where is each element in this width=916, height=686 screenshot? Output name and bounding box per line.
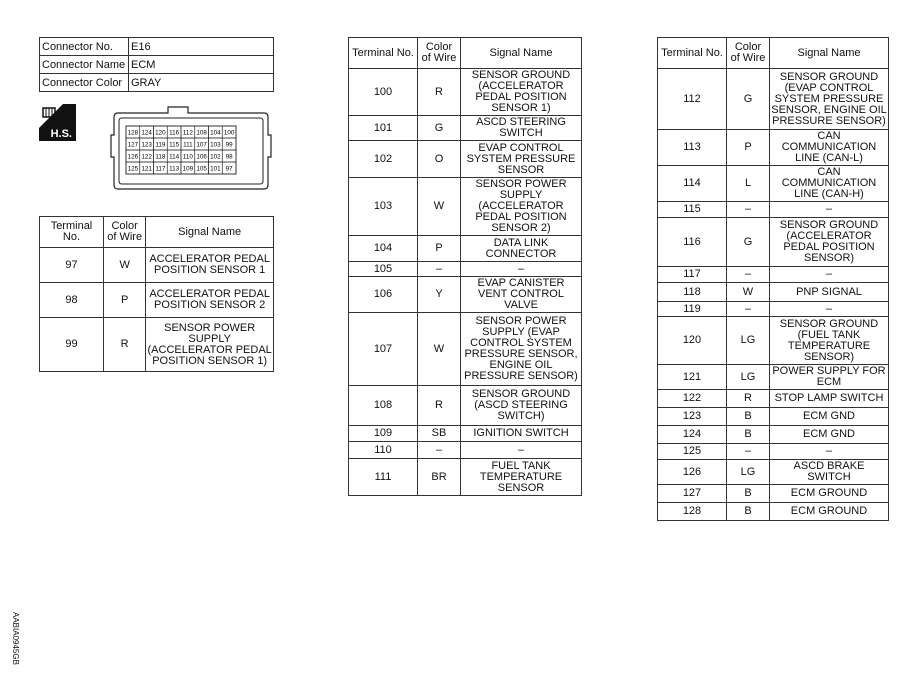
color-cell: – <box>727 444 770 460</box>
color-cell: G <box>727 69 770 130</box>
color-cell: B <box>727 408 770 426</box>
signal-cell: ECM GROUND <box>770 485 889 503</box>
table-row <box>349 141 582 178</box>
signal-cell: POWER SUPPLY FOR ECM <box>770 365 889 390</box>
terminal-cell: 101 <box>349 116 418 141</box>
hs-label: H.S. <box>50 128 72 140</box>
connector-info-table <box>39 37 274 92</box>
table-row <box>658 283 889 302</box>
pin-number: 100 <box>223 129 235 137</box>
pin-number: 114 <box>169 153 180 161</box>
terminal-cell: 116 <box>658 218 727 267</box>
signal-cell: SENSOR GROUND (FUEL TANK TEMPERATURE SENSOR) <box>770 317 889 365</box>
signal-cell: ASCD BRAKE SWITCH <box>770 460 889 485</box>
signal-cell: ECM GND <box>770 408 889 426</box>
table-b-body <box>349 69 582 496</box>
terminal-cell: 102 <box>349 141 418 178</box>
color-cell: W <box>103 248 145 283</box>
color-cell: R <box>418 69 461 116</box>
table-row <box>349 313 582 386</box>
signal-cell: ASCD STEERING SWITCH <box>461 116 582 141</box>
table-row <box>40 318 274 372</box>
signal-cell: STOP LAMP SWITCH <box>770 390 889 408</box>
pin-number: 125 <box>127 165 139 173</box>
table-row <box>40 248 274 283</box>
color-cell: – <box>727 202 770 218</box>
terminal-table-b <box>348 37 582 496</box>
color-cell: R <box>103 318 145 372</box>
color-header: Color of Wire <box>727 38 770 69</box>
pin-number: 110 <box>182 153 193 161</box>
signal-cell: CAN COMMUNICATION LINE (CAN-H) <box>770 166 889 202</box>
table-row <box>658 166 889 202</box>
color-cell: LG <box>727 460 770 485</box>
signal-cell: CAN COMMUNICATION LINE (CAN-L) <box>770 130 889 166</box>
terminal-cell: 103 <box>349 178 418 236</box>
table-a-body <box>40 248 274 372</box>
table-row <box>658 444 889 460</box>
pin-number: 120 <box>155 129 166 137</box>
signal-cell: DATA LINK CONNECTOR <box>461 236 582 262</box>
connector-name-label: Connector Name <box>40 56 129 74</box>
color-cell: Y <box>418 277 461 313</box>
pin-number: 97 <box>225 165 233 173</box>
color-cell: LG <box>727 317 770 365</box>
connector-no-value: E16 <box>129 38 274 56</box>
table-row <box>349 386 582 426</box>
signal-cell: FUEL TANK TEMPERATURE SENSOR <box>461 459 582 496</box>
pin-number: 127 <box>127 141 139 149</box>
color-cell: – <box>727 302 770 317</box>
pin-number: 111 <box>183 141 193 149</box>
pin-number: 118 <box>155 153 166 161</box>
pin-number: 122 <box>141 153 152 161</box>
pin-number: 123 <box>141 141 152 149</box>
table-c-body <box>658 69 889 521</box>
pin-number: 105 <box>196 165 207 173</box>
table-row <box>349 178 582 236</box>
color-cell: SB <box>418 426 461 442</box>
pin-number: 108 <box>196 129 207 137</box>
table-row <box>349 236 582 262</box>
table-row <box>349 442 582 459</box>
signal-cell: ECM GROUND <box>770 503 889 521</box>
table-header-row <box>658 38 889 69</box>
connector-color-value: GRAY <box>129 74 274 92</box>
terminal-cell: 125 <box>658 444 727 460</box>
terminal-header: Terminal No. <box>40 217 104 248</box>
connector-face-diagram <box>110 105 272 193</box>
signal-cell: – <box>461 262 582 277</box>
table-row <box>658 317 889 365</box>
signal-cell: SENSOR GROUND (ACCELERATOR PEDAL POSITION SENSOR 1) <box>461 69 582 116</box>
color-cell: B <box>727 485 770 503</box>
table-row <box>40 283 274 318</box>
signal-cell: ECM GND <box>770 426 889 444</box>
pin-number: 106 <box>196 153 207 161</box>
pin-number: 128 <box>127 129 139 137</box>
signal-cell: – <box>770 267 889 283</box>
pin-number: 98 <box>225 153 233 161</box>
color-cell: G <box>727 218 770 267</box>
color-cell: W <box>727 283 770 302</box>
table-row <box>349 69 582 116</box>
terminal-header: Terminal No. <box>349 38 418 69</box>
color-header: Color of Wire <box>418 38 461 69</box>
table-row <box>658 426 889 444</box>
color-cell: P <box>727 130 770 166</box>
table-row <box>658 503 889 521</box>
terminal-cell: 106 <box>349 277 418 313</box>
terminal-table-a <box>39 216 274 372</box>
color-cell: BR <box>418 459 461 496</box>
pin-number: 126 <box>127 153 139 161</box>
terminal-cell: 111 <box>349 459 418 496</box>
terminal-cell: 104 <box>349 236 418 262</box>
terminal-cell: 119 <box>658 302 727 317</box>
signal-cell: SENSOR POWER SUPPLY (ACCELERATOR PEDAL POSITION SENSOR 2) <box>461 178 582 236</box>
color-header: Color of Wire <box>103 217 145 248</box>
terminal-cell: 97 <box>40 248 104 283</box>
signal-cell: SENSOR POWER SUPPLY (ACCELERATOR PEDAL POSITION SENSOR 1) <box>146 318 274 372</box>
signal-cell: SENSOR POWER SUPPLY (EVAP CONTROL SYSTEM PRESSURE SENSOR, ENGINE OIL PRESSURE SENSOR) <box>461 313 582 386</box>
table-row <box>658 267 889 283</box>
table-row <box>658 202 889 218</box>
table-row <box>658 460 889 485</box>
pin-number: 99 <box>225 141 233 149</box>
color-cell: P <box>103 283 145 318</box>
terminal-table-c <box>657 37 889 521</box>
color-cell: R <box>418 386 461 426</box>
signal-cell: SENSOR GROUND (EVAP CONTROL SYSTEM PRESSURE SENSOR, ENGINE OIL PRESSURE SENSOR) <box>770 69 889 130</box>
pin-number: 116 <box>169 129 180 137</box>
color-cell: W <box>418 178 461 236</box>
color-cell: LG <box>727 365 770 390</box>
pin-number: 107 <box>196 141 207 149</box>
signal-header: Signal Name <box>770 38 889 69</box>
color-cell: P <box>418 236 461 262</box>
table-row <box>658 69 889 130</box>
color-cell: L <box>727 166 770 202</box>
terminal-cell: 122 <box>658 390 727 408</box>
pin-grid <box>126 126 236 174</box>
terminal-cell: 115 <box>658 202 727 218</box>
terminal-header: Terminal No. <box>658 38 727 69</box>
table-row <box>349 426 582 442</box>
pin-number: 117 <box>155 165 166 173</box>
pin-number: 109 <box>182 165 194 173</box>
signal-cell: SENSOR GROUND (ACCELERATOR PEDAL POSITION SENSOR) <box>770 218 889 267</box>
color-cell: W <box>418 313 461 386</box>
signal-cell: SENSOR GROUND (ASCD STEERING SWITCH) <box>461 386 582 426</box>
hs-connector-icon <box>39 104 76 141</box>
terminal-cell: 127 <box>658 485 727 503</box>
color-cell: O <box>418 141 461 178</box>
terminal-cell: 114 <box>658 166 727 202</box>
terminal-cell: 126 <box>658 460 727 485</box>
pin-number: 119 <box>155 141 166 149</box>
connector-name-row <box>40 56 274 74</box>
terminal-cell: 117 <box>658 267 727 283</box>
color-cell: R <box>727 390 770 408</box>
color-cell: – <box>418 262 461 277</box>
terminal-cell: 100 <box>349 69 418 116</box>
table-header-row <box>40 217 274 248</box>
connector-color-row <box>40 74 274 92</box>
table-row <box>349 277 582 313</box>
terminal-cell: 112 <box>658 69 727 130</box>
terminal-cell: 120 <box>658 317 727 365</box>
color-cell: – <box>418 442 461 459</box>
signal-header: Signal Name <box>146 217 274 248</box>
signal-cell: – <box>461 442 582 459</box>
figure-code: AABIA0945GB <box>11 612 20 665</box>
pin-number: 115 <box>169 141 180 149</box>
signal-cell: – <box>770 444 889 460</box>
signal-cell: – <box>770 202 889 218</box>
connector-name-value: ECM <box>129 56 274 74</box>
table-header-row <box>349 38 582 69</box>
color-cell: G <box>418 116 461 141</box>
table-row <box>349 262 582 277</box>
terminal-cell: 105 <box>349 262 418 277</box>
color-cell: B <box>727 426 770 444</box>
connector-no-label: Connector No. <box>40 38 129 56</box>
connector-no-row <box>40 38 274 56</box>
signal-cell: ACCELERATOR PEDAL POSITION SENSOR 1 <box>146 248 274 283</box>
color-cell: B <box>727 503 770 521</box>
terminal-cell: 98 <box>40 283 104 318</box>
table-row <box>658 485 889 503</box>
table-row <box>349 459 582 496</box>
signal-cell: – <box>770 302 889 317</box>
table-row <box>658 130 889 166</box>
table-row <box>349 116 582 141</box>
pin-number: 103 <box>210 141 221 149</box>
terminal-cell: 99 <box>40 318 104 372</box>
signal-cell: EVAP CONTROL SYSTEM PRESSURE SENSOR <box>461 141 582 178</box>
pin-number: 104 <box>210 129 221 137</box>
table-row <box>658 408 889 426</box>
signal-header: Signal Name <box>461 38 582 69</box>
pin-number: 112 <box>182 129 193 137</box>
signal-cell: IGNITION SWITCH <box>461 426 582 442</box>
table-row <box>658 365 889 390</box>
terminal-cell: 113 <box>658 130 727 166</box>
signal-cell: PNP SIGNAL <box>770 283 889 302</box>
terminal-cell: 107 <box>349 313 418 386</box>
table-row <box>658 302 889 317</box>
table-row <box>658 218 889 267</box>
signal-cell: ACCELERATOR PEDAL POSITION SENSOR 2 <box>146 283 274 318</box>
connector-color-label: Connector Color <box>40 74 129 92</box>
terminal-cell: 110 <box>349 442 418 459</box>
terminal-cell: 123 <box>658 408 727 426</box>
signal-cell: EVAP CANISTER VENT CONTROL VALVE <box>461 277 582 313</box>
terminal-cell: 118 <box>658 283 727 302</box>
pin-number: 121 <box>141 165 152 173</box>
color-cell: – <box>727 267 770 283</box>
pin-number: 113 <box>169 165 180 173</box>
pin-number: 102 <box>210 153 221 161</box>
terminal-cell: 109 <box>349 426 418 442</box>
table-row <box>658 390 889 408</box>
terminal-cell: 108 <box>349 386 418 426</box>
pin-number: 101 <box>210 165 221 173</box>
terminal-cell: 128 <box>658 503 727 521</box>
terminal-cell: 121 <box>658 365 727 390</box>
terminal-cell: 124 <box>658 426 727 444</box>
pin-number: 124 <box>141 129 152 137</box>
